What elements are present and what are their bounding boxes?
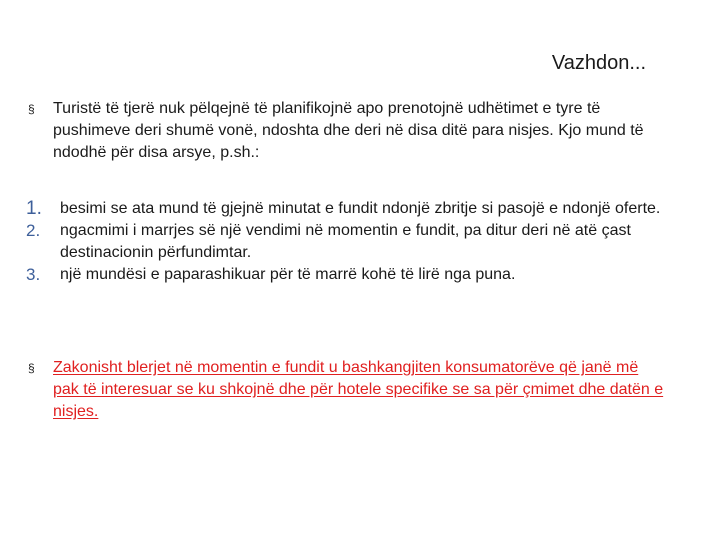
bullet-marker-icon: § (28, 102, 35, 116)
reason-text: besimi se ata mund të gjejnë minutat e fundit ndonjë zbritje si pasojë e ndonjë oferte. (60, 200, 661, 217)
slide-title: Vazhdon... (551, 52, 646, 74)
reason-number: 1. (26, 198, 42, 219)
reason-text: ngacmimi i marrjes së një vendimi në momentin e fundit, pa ditur deri në atë çast destinacionin përfundimtar. (60, 222, 631, 261)
reasons-list (26, 198, 676, 286)
bullet-item-conclusion (28, 357, 668, 423)
reason-text: një mundësi e paparashikuar për të marrë kohë të lirë nga puna. (60, 266, 516, 283)
reason-number: 3. (26, 265, 41, 284)
bullet-item-intro (28, 98, 668, 164)
reason-item (26, 220, 676, 264)
bullet-text-intro: Turistë të tjerë nuk pëlqejnë të planifikojnë apo prenotojnë udhëtimet e tyre të pushimeve deri shumë vonë, ndoshta dhe deri në disa ditë para nisjes. Kjo mund të ndodhë për disa arsye, p.sh.: (53, 100, 644, 161)
bullet-text-conclusion: Zakonisht blerjet në momentin e fundit u bashkangjiten konsumatorëve që janë më pak të interesuar se ku shkojnë dhe për hotele specifike se sa për çmimet dhe datën e nisjes. (53, 359, 664, 420)
reason-item (26, 198, 676, 220)
reason-item (26, 264, 676, 286)
reason-number: 2. (26, 221, 41, 240)
bullet-marker-icon: § (28, 361, 35, 375)
